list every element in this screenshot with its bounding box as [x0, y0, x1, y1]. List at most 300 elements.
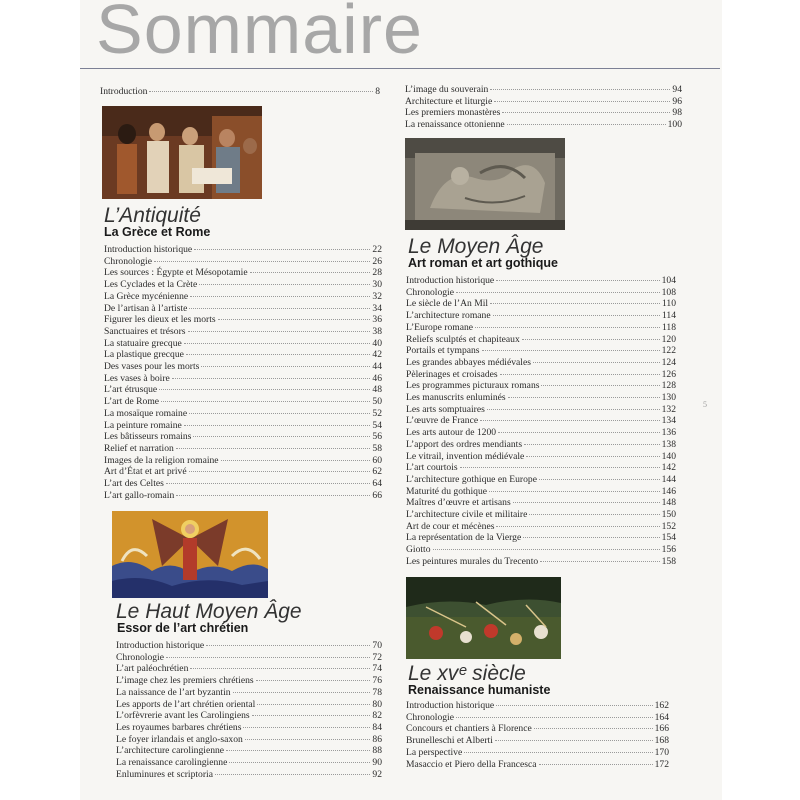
toc-leader-dots — [490, 303, 660, 304]
toc-leader-dots — [456, 292, 660, 293]
toc-haut-moyen-age — [116, 640, 382, 780]
toc-entry-page: 172 — [654, 758, 669, 770]
toc-entry-page: 76 — [372, 675, 382, 687]
toc-entry — [406, 712, 669, 724]
toc-leader-dots — [490, 89, 670, 90]
toc-entry-label: Introduction historique — [116, 640, 205, 651]
toc-entry-page: 22 — [372, 244, 382, 255]
toc-entry — [116, 734, 382, 746]
toc-entry-page: 154 — [661, 532, 676, 544]
toc-entry-page: 34 — [372, 302, 382, 314]
toc-leader-dots — [256, 680, 371, 681]
toc-entry-page: 84 — [372, 721, 382, 733]
toc-antiquite — [104, 244, 382, 501]
toc-entry — [104, 443, 382, 455]
toc-entry — [104, 256, 382, 268]
toc-haut-moyen-age-cont — [405, 84, 682, 131]
toc-leader-dots — [529, 514, 659, 515]
toc-entry-label: L’œuvre de France — [406, 415, 479, 427]
toc-entry-page: 60 — [372, 454, 382, 466]
toc-entry-page: 54 — [372, 419, 382, 431]
toc-leader-dots — [489, 491, 660, 492]
toc-entry-page: 8 — [375, 86, 380, 97]
toc-entry-label: La naissance de l’art byzantin — [116, 686, 231, 698]
toc-leader-dots — [189, 471, 371, 472]
toc-leader-dots — [189, 308, 370, 309]
toc-leader-dots — [460, 467, 660, 468]
toc-entry-label: Reliefs sculptés et chapiteaux — [406, 333, 520, 345]
toc-entry-page: 132 — [661, 403, 676, 415]
page-folio: 5 — [703, 400, 707, 409]
toc-entry-page: 156 — [661, 544, 676, 556]
toc-entry-page: 36 — [372, 314, 382, 326]
toc-entry-label: Introduction historique — [104, 244, 193, 255]
toc-entry — [104, 244, 382, 256]
toc-entry-label: Les apports de l’art chrétien oriental — [116, 698, 256, 710]
toc-entry — [104, 338, 382, 350]
toc-entry — [116, 722, 382, 734]
toc-entry-page: 98 — [672, 107, 682, 119]
toc-leader-dots — [194, 249, 370, 250]
toc-entry-page: 28 — [372, 267, 382, 279]
toc-entry-label: La perspective — [406, 746, 463, 758]
byzantine-angel-image — [112, 511, 268, 598]
toc-entry — [104, 326, 382, 338]
toc-leader-dots — [464, 752, 652, 753]
toc-entry — [104, 361, 382, 373]
toc-entry — [406, 486, 676, 498]
toc-leader-dots — [480, 420, 660, 421]
toc-entry-label: Figurer les dieux et les morts — [104, 314, 216, 326]
toc-leader-dots — [161, 401, 370, 402]
toc-entry-page: 46 — [372, 372, 382, 384]
toc-entry — [116, 663, 382, 675]
section-subtitle-haut-moyen-age: Essor de l’art chrétien — [117, 621, 249, 635]
toc-leader-dots — [507, 124, 666, 125]
toc-entry-page: 140 — [661, 450, 676, 462]
toc-entry-page: 32 — [372, 290, 382, 302]
toc-entry-label: La représentation de la Vierge — [406, 532, 522, 544]
toc-leader-dots — [539, 479, 660, 480]
toc-leader-dots — [172, 378, 371, 379]
toc-leader-dots — [456, 717, 653, 718]
toc-entry — [406, 532, 676, 544]
toc-entry-page: 118 — [661, 321, 676, 333]
toc-leader-dots — [166, 483, 371, 484]
toc-entry-label: Les peintures murales du Trecento — [406, 555, 539, 567]
toc-entry-label: Masaccio et Piero della Francesca — [406, 758, 537, 770]
toc-entry-label: Introduction historique — [406, 700, 495, 711]
toc-leader-dots — [226, 750, 370, 751]
toc-entry — [104, 267, 382, 279]
toc-entry-label: La renaissance carolingienne — [116, 757, 228, 769]
toc-leader-dots — [494, 101, 670, 102]
toc-entry-page: 70 — [372, 640, 382, 651]
toc-entry-page: 90 — [372, 757, 382, 769]
toc-leader-dots — [199, 284, 370, 285]
toc-entry-page: 158 — [661, 555, 676, 567]
toc-leader-dots — [539, 764, 653, 765]
toc-entry-label: Chronologie — [406, 286, 454, 298]
toc-entry — [406, 427, 676, 439]
romanesque-capital-image — [405, 138, 565, 230]
toc-entry-page: 148 — [661, 497, 676, 509]
toc-entry-page: 94 — [672, 84, 682, 95]
toc-entry-label: Introduction — [100, 86, 148, 97]
toc-entry — [116, 699, 382, 711]
toc-leader-dots — [221, 460, 371, 461]
toc-entry-label: Des vases pour les morts — [104, 361, 200, 373]
toc-leader-dots — [186, 354, 370, 355]
toc-entry — [104, 349, 382, 361]
toc-entry — [406, 287, 676, 299]
toc-entry-label: L’architecture civile et militaire — [406, 509, 528, 521]
toc-entry — [104, 314, 382, 326]
toc-leader-dots — [433, 549, 660, 550]
section-subtitle-xve-siecle: Renaissance humaniste — [408, 683, 551, 697]
toc-leader-dots — [496, 280, 659, 281]
greek-fresco-image — [102, 106, 262, 199]
toc-entry-page: 44 — [372, 361, 382, 373]
toc-entry — [100, 86, 380, 98]
toc-leader-dots — [495, 740, 653, 741]
toc-xve-siecle — [406, 700, 669, 770]
toc-entry-label: L’architecture romane — [406, 310, 491, 322]
toc-leader-dots — [166, 657, 370, 658]
toc-leader-dots — [513, 502, 660, 503]
toc-leader-dots — [184, 343, 371, 344]
toc-leader-dots — [502, 112, 670, 113]
section-title-haut-moyen-age: Le Haut Moyen Âge — [116, 600, 302, 623]
toc-entry-label: L’architecture carolingienne — [116, 745, 225, 757]
toc-entry — [116, 745, 382, 757]
toc-entry-page: 26 — [372, 255, 382, 267]
toc-leader-dots — [541, 385, 659, 386]
toc-leader-dots — [524, 444, 660, 445]
toc-entry-label: De l’artisan à l’artiste — [104, 302, 188, 314]
toc-entry — [104, 420, 382, 432]
toc-entry-label: Art de cour et mécènes — [406, 520, 495, 532]
toc-entry-label: Brunelleschi et Alberti — [406, 735, 493, 747]
toc-leader-dots — [487, 409, 660, 410]
toc-entry — [406, 521, 676, 533]
toc-entry — [406, 334, 676, 346]
toc-entry-label: Enluminures et scriptoria — [116, 768, 213, 780]
toc-leader-dots — [498, 432, 660, 433]
toc-leader-dots — [482, 350, 660, 351]
toc-entry-page: 92 — [372, 768, 382, 780]
toc-entry-page: 152 — [661, 520, 676, 532]
toc-entry — [116, 652, 382, 664]
toc-entry-page: 146 — [661, 485, 676, 497]
toc-moyen-age — [406, 275, 676, 568]
battle-painting-image — [406, 577, 561, 659]
toc-entry-page: 120 — [661, 333, 676, 345]
toc-entry-page: 88 — [372, 745, 382, 757]
toc-entry-page: 58 — [372, 442, 382, 454]
toc-entry-page: 30 — [372, 279, 382, 291]
toc-entry-page: 108 — [661, 286, 676, 298]
toc-entry-page: 38 — [372, 325, 382, 337]
toc-entry-label: Les vases à boire — [104, 372, 170, 384]
toc-entry-page: 126 — [661, 368, 676, 380]
toc-leader-dots — [496, 526, 659, 527]
toc-entry-page: 82 — [372, 710, 382, 722]
toc-entry-label: Les manuscrits enluminés — [406, 392, 506, 404]
toc-entry — [406, 322, 676, 334]
toc-leader-dots — [500, 374, 660, 375]
toc-leader-dots — [250, 272, 371, 273]
toc-entry-page: 166 — [654, 723, 669, 735]
toc-entry — [406, 357, 676, 369]
toc-leader-dots — [149, 91, 373, 92]
toc-entry — [116, 640, 382, 652]
toc-entry-label: Chronologie — [116, 651, 164, 663]
toc-entry-label: La mosaïque romaine — [104, 407, 188, 419]
toc-leader-dots — [176, 448, 371, 449]
toc-entry — [104, 431, 382, 443]
toc-entry-label: Les arts somptuaires — [406, 403, 485, 415]
toc-entry — [406, 298, 676, 310]
toc-entry — [104, 384, 382, 396]
section-title-moyen-age: Le Moyen Âge — [408, 235, 544, 258]
toc-entry — [406, 462, 676, 474]
toc-entry — [104, 279, 382, 291]
toc-entry — [104, 396, 382, 408]
toc-leader-dots — [201, 366, 370, 367]
toc-entry — [116, 675, 382, 687]
toc-entry-page: 48 — [372, 384, 382, 396]
toc-entry-page: 62 — [372, 466, 382, 478]
toc-entry — [406, 474, 676, 486]
toc-entry-label: Maturité du gothique — [406, 485, 487, 497]
toc-leader-dots — [233, 692, 371, 693]
toc-entry — [116, 769, 382, 781]
toc-entry-page: 170 — [654, 746, 669, 758]
toc-entry-label: Introduction historique — [406, 275, 495, 286]
toc-entry-page: 162 — [654, 700, 669, 711]
toc-entry-page: 110 — [661, 298, 676, 310]
toc-entry-label: L’image du souverain — [405, 84, 489, 95]
toc-entry-page: 114 — [661, 310, 676, 322]
toc-entry-label: Le vitrail, invention médiévale — [406, 450, 525, 462]
toc-entry-label: Art d’État et art privé — [104, 466, 187, 478]
toc-leader-dots — [190, 296, 370, 297]
toc-entry — [104, 303, 382, 315]
toc-entry-label: Les premiers monastères — [405, 107, 501, 119]
toc-entry — [406, 759, 669, 771]
toc-leader-dots — [526, 456, 659, 457]
toc-entry-label: La peinture romaine — [104, 419, 182, 431]
toc-entry-page: 66 — [372, 489, 382, 501]
toc-entry-label: Pèlerinages et croisades — [406, 368, 498, 380]
toc-leader-dots — [493, 315, 660, 316]
toc-entry-label: Le siècle de l’An Mil — [406, 298, 489, 310]
toc-leader-dots — [229, 762, 370, 763]
toc-entry — [116, 687, 382, 699]
toc-entry — [406, 404, 676, 416]
toc-entry — [406, 544, 676, 556]
toc-leader-dots — [523, 537, 659, 538]
toc-entry-page: 80 — [372, 698, 382, 710]
toc-entry-page: 72 — [372, 651, 382, 663]
toc-entry — [104, 373, 382, 385]
toc-leader-dots — [252, 715, 371, 716]
toc-entry — [406, 275, 676, 287]
toc-entry — [104, 291, 382, 303]
toc-entry — [405, 107, 682, 119]
toc-entry-label: L’apport des ordres mendiants — [406, 438, 523, 450]
toc-leader-dots — [188, 331, 371, 332]
toc-leader-dots — [218, 319, 371, 320]
toc-entry-label: Architecture et liturgie — [405, 95, 493, 107]
toc-entry-label: Les Cyclades et la Crète — [104, 279, 198, 291]
toc-entry-label: Sanctuaires et trésors — [104, 325, 186, 337]
toc-entry — [406, 700, 669, 712]
toc-leader-dots — [245, 739, 371, 740]
toc-entry-label: La Grèce mycénienne — [104, 290, 189, 302]
section-subtitle-moyen-age: Art roman et art gothique — [408, 256, 559, 270]
toc-entry-page: 128 — [661, 380, 676, 392]
toc-entry — [405, 119, 682, 131]
toc-entry-label: L’orfèvrerie avant les Carolingiens — [116, 710, 250, 722]
toc-entry-label: Portails et tympans — [406, 345, 480, 357]
toc-leader-dots — [215, 774, 370, 775]
toc-entry — [406, 439, 676, 451]
section-title-xve-siecle: Le xvᵉ siècle — [408, 662, 526, 685]
toc-entry — [116, 757, 382, 769]
toc-entry-label: La renaissance ottonienne — [405, 119, 505, 131]
toc-entry-page: 124 — [661, 356, 676, 368]
toc-entry — [406, 723, 669, 735]
toc-entry — [116, 710, 382, 722]
toc-entry-label: L’art étrusque — [104, 384, 158, 396]
toc-entry-label: Les programmes picturaux romans — [406, 380, 540, 392]
toc-leader-dots — [189, 413, 370, 414]
toc-entry-label: Maîtres d’œuvre et artisans — [406, 497, 511, 509]
toc-leader-dots — [243, 727, 370, 728]
toc-leader-dots — [206, 645, 370, 646]
toc-entry-label: La statuaire grecque — [104, 337, 182, 349]
toc-entry — [104, 408, 382, 420]
toc-entry-page: 52 — [372, 407, 382, 419]
toc-entry-label: L’architecture gothique en Europe — [406, 473, 537, 485]
toc-entry-label: Concours et chantiers à Florence — [406, 723, 532, 735]
toc-entry-page: 74 — [372, 663, 382, 675]
toc-leader-dots — [176, 495, 370, 496]
toc-leader-dots — [154, 261, 370, 262]
toc-entry-page: 130 — [661, 392, 676, 404]
toc-entry-label: Giotto — [406, 544, 431, 556]
toc-entry-label: L’art des Celtes — [104, 478, 164, 490]
toc-entry-page: 96 — [672, 95, 682, 107]
toc-entry-label: Le foyer irlandais et anglo-saxon — [116, 733, 243, 745]
toc-entry-label: L’art courtois — [406, 462, 458, 474]
toc-leader-dots — [533, 362, 660, 363]
toc-leader-dots — [496, 705, 652, 706]
toc-leader-dots — [534, 728, 653, 729]
toc-entry — [406, 392, 676, 404]
toc-entry-page: 122 — [661, 345, 676, 357]
toc-entry-label: Les bâtisseurs romains — [104, 431, 192, 443]
toc-entry-page: 56 — [372, 431, 382, 443]
toc-entry — [406, 747, 669, 759]
toc-entry — [406, 556, 676, 568]
toc-entry-page: 50 — [372, 396, 382, 408]
toc-entry — [104, 466, 382, 478]
toc-entry-label: La plastique grecque — [104, 349, 184, 361]
toc-entry-page: 136 — [661, 427, 676, 439]
toc-entry-label: Les sources : Égypte et Mésopotamie — [104, 267, 248, 279]
toc-entry-page: 168 — [654, 735, 669, 747]
toc-entry — [406, 509, 676, 521]
toc-entry — [405, 84, 682, 96]
toc-entry-page: 100 — [667, 119, 682, 131]
toc-entry — [406, 369, 676, 381]
toc-entry-page: 78 — [372, 686, 382, 698]
toc-entry — [406, 735, 669, 747]
toc-leader-dots — [184, 425, 371, 426]
toc-entry — [405, 96, 682, 108]
toc-entry-label: Chronologie — [104, 255, 152, 267]
toc-entry-label: L’Europe romane — [406, 321, 474, 333]
toc-entry-page: 64 — [372, 478, 382, 490]
toc-entry-label: Les arts autour de 1200 — [406, 427, 497, 439]
toc-entry — [406, 415, 676, 427]
toc-entry-page: 142 — [661, 462, 676, 474]
toc-entry-label: Les royaumes barbares chrétiens — [116, 721, 242, 733]
toc-entry-page: 42 — [372, 349, 382, 361]
toc-entry-page: 150 — [661, 509, 676, 521]
toc-entry — [406, 380, 676, 392]
toc-entry-label: Chronologie — [406, 711, 454, 723]
page-title: Sommaire — [96, 0, 423, 68]
toc-entry-page: 138 — [661, 438, 676, 450]
toc-entry-label: L’art de Rome — [104, 396, 160, 408]
toc-entry-page: 134 — [661, 415, 676, 427]
toc-entry — [406, 451, 676, 463]
toc-entry-label: Relief et narration — [104, 442, 174, 454]
toc-entry-label: L’art gallo-romain — [104, 489, 175, 501]
toc-leader-dots — [193, 436, 370, 437]
toc-entry-page: 104 — [661, 275, 676, 286]
toc-leader-dots — [257, 704, 370, 705]
toc-intro — [100, 86, 380, 98]
toc-entry — [406, 345, 676, 357]
section-title-antiquite: L’Antiquité — [104, 204, 201, 227]
title-rule — [80, 68, 720, 69]
toc-leader-dots — [475, 327, 660, 328]
toc-entry-label: L’art paléochrétien — [116, 663, 189, 675]
toc-entry-label: Les grandes abbayes médiévales — [406, 356, 531, 368]
toc-entry — [104, 455, 382, 467]
toc-entry-page: 164 — [654, 711, 669, 723]
toc-leader-dots — [508, 397, 660, 398]
toc-entry — [406, 497, 676, 509]
toc-leader-dots — [522, 339, 660, 340]
section-subtitle-antiquite: La Grèce et Rome — [104, 225, 211, 239]
toc-entry — [104, 478, 382, 490]
toc-entry-label: L’image chez les premiers chrétiens — [116, 675, 254, 687]
toc-entry-page: 86 — [372, 733, 382, 745]
toc-leader-dots — [540, 561, 659, 562]
toc-entry-label: Images de la religion romaine — [104, 454, 219, 466]
toc-leader-dots — [159, 389, 370, 390]
toc-entry — [104, 490, 382, 502]
toc-entry-page: 144 — [661, 473, 676, 485]
toc-entry — [406, 310, 676, 322]
toc-entry-page: 40 — [372, 337, 382, 349]
